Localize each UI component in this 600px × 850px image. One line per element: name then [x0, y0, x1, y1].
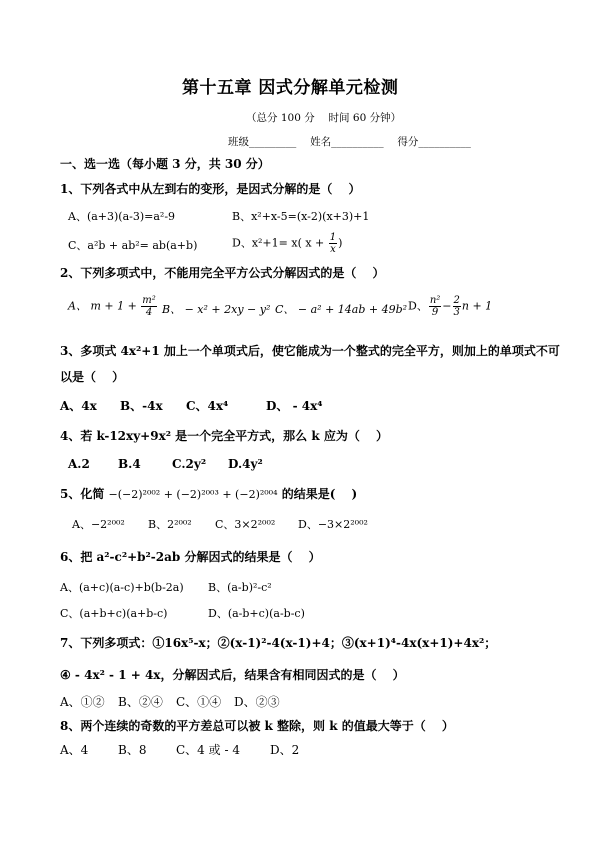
q8-option-d: D、2	[270, 743, 300, 757]
q6-option-b: B、(a-b)²-c²	[208, 581, 272, 594]
minus-sign: −	[442, 299, 452, 313]
q8-option-a: A、4	[60, 743, 89, 757]
question-5-stem	[60, 486, 357, 503]
denominator: x	[330, 244, 336, 255]
q4-option-a: A.2	[68, 457, 90, 471]
question-4-stem: 4、若 k-12xy+9x² 是一个完全平方式，那么 k 应为（ ）	[60, 429, 389, 443]
q1-option-d-prefix: D、x²+1= x( x +	[232, 236, 325, 250]
q1-option-d-fraction	[329, 232, 337, 255]
question-7-stem-line1: 7、下列多项式：①16x⁵-x；②(x-1)²-4(x-1)+4；③(x+1)⁴-4x(x+1)+4x²；	[60, 636, 497, 650]
q6-option-c: C、(a+b+c)(a+b-c)	[60, 607, 168, 620]
q5-option-d: D、−3×2²⁰⁰²	[298, 518, 368, 531]
page-title: 第十五章 因式分解单元检测	[182, 78, 399, 98]
q7-option-a: A、①②	[60, 695, 105, 709]
q5-stem-prefix: 5、化简	[60, 487, 105, 501]
q2-option-a-fraction	[141, 295, 157, 318]
q2-option-c: C、 − a² + 14ab + 49b²	[275, 303, 408, 316]
question-8-stem: 8、两个连续的奇数的平方差总可以被 k 整除，则 k 的值最大等于（ ）	[60, 719, 454, 733]
q5-option-c: C、3×2²⁰⁰²	[215, 518, 276, 531]
q3-option-b: B、-4x	[120, 399, 163, 413]
question-2-stem: 2、下列多项式中，不能用完全平方公式分解因式的是（ ）	[60, 266, 385, 280]
q4-option-b: B.4	[118, 457, 141, 471]
denominator: 4	[145, 307, 153, 318]
q3-option-d: D、 - 4x⁴	[266, 399, 323, 413]
q1-option-d-suffix: )	[338, 236, 343, 250]
numerator: n²	[429, 295, 441, 306]
q8-option-c: C、4 或 - 4	[176, 743, 240, 757]
denominator: 9	[431, 307, 439, 318]
numerator: m²	[142, 295, 156, 306]
q1-option-a: A、(a+3)(a-3)=a²-9	[68, 210, 176, 223]
q8-option-b: B、8	[118, 743, 147, 757]
q4-option-c: C.2y²	[172, 457, 207, 471]
question-3-stem-line1: 3、多项式 4x²+1 加上一个单项式后，使它能成为一个整式的完全平方，则加上的单项式不可	[60, 344, 560, 358]
q5-option-a: A、−2²⁰⁰²	[72, 518, 125, 531]
numerator: 1	[329, 232, 337, 243]
numerator: 2	[453, 295, 460, 306]
q7-option-b: B、②④	[118, 695, 163, 709]
q1-option-c: C、a²b + ab²= ab(a+b)	[68, 239, 198, 252]
student-info-fields: 班级_________ 姓名__________ 得分__________	[228, 136, 471, 148]
q5-option-b: B、2²⁰⁰²	[148, 518, 192, 531]
q1-option-b: B、x²+x-5=(x-2)(x+3)+1	[232, 210, 370, 223]
q7-option-c: C、①④	[176, 695, 222, 709]
q3-option-a: A、4x	[60, 399, 97, 413]
q4-option-d: D.4y²	[228, 457, 263, 471]
q2-option-a	[68, 295, 158, 318]
question-7-stem-line2: ④ - 4x² - 1 + 4x，分解因式后，结果含有相同因式的是（ ）	[60, 668, 405, 682]
q3-option-c: C、4x⁴	[186, 399, 229, 413]
question-1-stem: 1、下列各式中从左到右的变形，是因式分解的是（ ）	[60, 182, 361, 196]
denominator: 3	[453, 307, 460, 318]
q1-option-d	[232, 232, 342, 255]
q5-stem-suffix: 的结果是( )	[281, 487, 358, 501]
q2-option-d	[408, 295, 492, 318]
q2-option-d-fraction-1	[429, 295, 441, 318]
q2-option-d-label: D、	[408, 299, 428, 313]
question-6-stem: 6、把 a²-c²+b²-2ab 分解因式的结果是（ ）	[60, 550, 321, 564]
question-3-stem-line2: 以是（ ）	[60, 370, 125, 384]
section-heading: 一、选一选（每小题 3 分，共 30 分）	[60, 157, 270, 171]
q5-expression: −(−2)²⁰⁰² + (−2)²⁰⁰³ + (−2)²⁰⁰⁴	[108, 488, 278, 501]
exam-info: （总分 100 分 时间 60 分钟）	[246, 112, 402, 124]
q2-option-d-suffix: n + 1	[461, 299, 493, 313]
q7-option-d: D、②③	[234, 695, 280, 709]
q2-option-d-fraction-2	[453, 295, 461, 318]
q6-option-a: A、(a+c)(a-c)+b(b-2a)	[60, 581, 184, 594]
q6-option-d: D、(a-b+c)(a-b-c)	[208, 607, 305, 620]
q2-option-a-prefix: A、 m + 1 +	[68, 299, 137, 313]
q2-option-b: B、 − x² + 2xy − y²	[162, 303, 271, 316]
